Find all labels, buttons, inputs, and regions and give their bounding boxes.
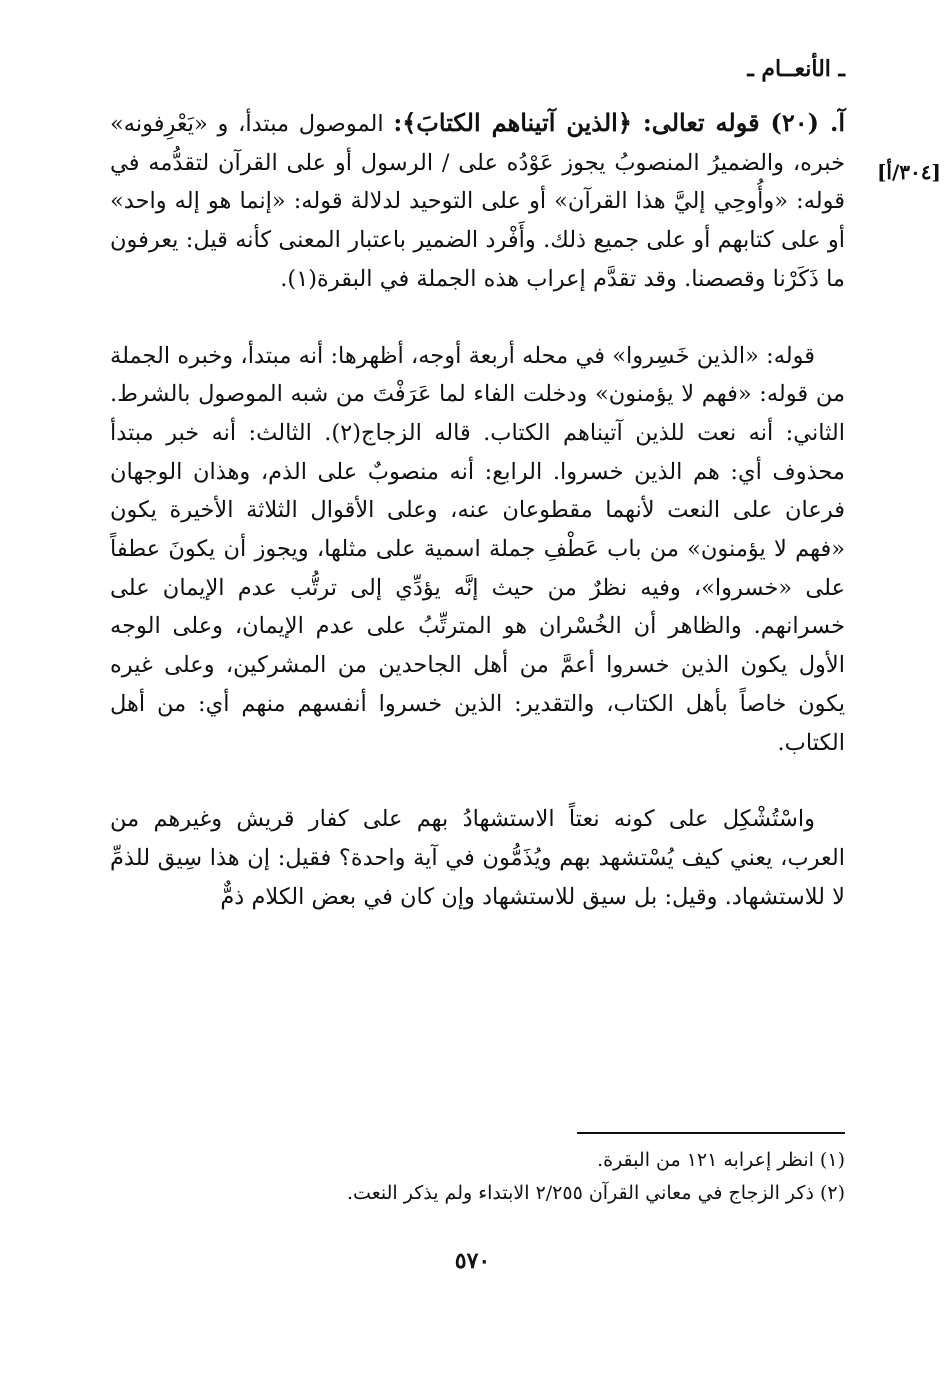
paragraph-1 <box>110 104 845 299</box>
paragraph-text: واسْتُشْكِل على كونه نعتاً الاستشهادُ بهم على كفار قريش وغيرهم من العرب، يعني كيف يُسْتشهد بهم ويُذَمُّون في آية واحدة؟ فقيل: إن هذا سِيق للذمِّ لا للاستشهاد. وقيل: بل سيق للاستشهاد وإن كان في بعض الكلام ذمٌّ <box>110 806 845 910</box>
footnote-1: (١) انظر إعرابه ١٢١ من البقرة. <box>597 1149 845 1171</box>
page-number: ٥٧٠ <box>454 1248 491 1274</box>
margin-folio-reference: [٣٠٤/أ] <box>876 160 941 184</box>
paragraph-text: قوله: «الذين خَسِروا» في محله أربعة أوجه، أظهرها: أنه مبتدأ، وخبره الجملة من قوله: «فهم لا يؤمنون» ودخلت الفاء لما عَرَفْتَ من شبه الموصول بالشرط. الثاني: أنه نعت للذين آتيناهم الكتاب. قاله الزجاج(٢). الثالث: أنه خبر مبتدأ محذوف أي: هم الذين خسروا. الرابع: أنه منصوبٌ على الذم، وهذان الوجهان فرعان على النعت لأنهما مقطوعان عنه، وعلى الأقوال الثلاثة الأخيرة يكون «فهم لا يؤمنون» من باب عَطْفِ جملة اسمية على مثلها، ويجوز أن يكونَ عطفاً على «خسروا»، وفيه نظرٌ من حيث إنَّه يؤدِّي إلى ترتُّب عدم الإيمان على خسرانهم. والظاهر أن الخُسْران هو المترتِّبُ على عدم الإيمان، وعلى الوجه الأول يكون الذين خسروا أعمَّ من أهل الجاحدين من المشركين، وعلى غيره يكون خاصاً بأهل الكتاب، والتقدير: الذين خسروا أنفسهم منهم أي: من أهل الكتاب. <box>110 342 845 756</box>
footnote-2: (٢) ذكر الزجاج في معاني القرآن ٢/٢٥٥ الابتداء ولم يذكر النعت. <box>347 1182 845 1204</box>
verse-lead: آ. (٢٠) قوله تعالى: ﴿الذين آتيناهم الكتابَ﴾: <box>393 108 845 137</box>
paragraph-2 <box>110 337 845 763</box>
paragraph-3 <box>110 800 845 916</box>
running-header: ـ الأنعــام ـ <box>747 56 845 82</box>
footnotes <box>110 1144 845 1210</box>
main-text <box>110 104 845 954</box>
footnote-divider <box>577 1132 845 1134</box>
paragraph-text: الموصول مبتدأ، و «يَعْرِفونه» خبره، والضميرُ المنصوبُ يجوز عَوْدُه على / الرسول أو على القرآن لتقدُّمه في قوله: «وأُوحِي إليَّ هذا القرآن» أو على التوحيد لدلالة قوله: «إنما هو إله واحد» أو على كتابهم أو على جميع ذلك. وأَفْرد الضمير باعتبار المعنى كأنه قيل: يعرفون ما ذَكَرْنا وقصصنا. وقد تقدَّم إعراب هذه الجملة في البقرة(١). <box>110 111 845 292</box>
